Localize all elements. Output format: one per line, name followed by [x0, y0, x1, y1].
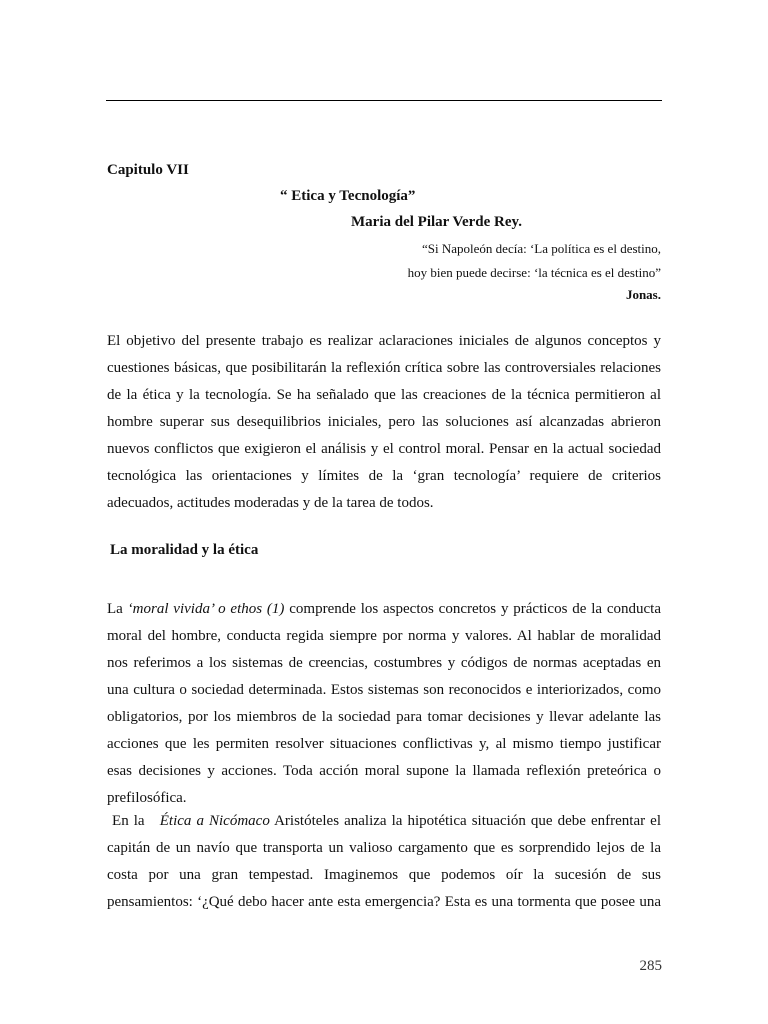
paragraph-line: esas decisiones y acciones. Toda acción moral supone la llamada reflexión preteórica o [107, 763, 661, 779]
line-suffix: comprende los aspectos concretos y prácticos de la conducta [284, 601, 661, 617]
line-suffix: Aristóteles analiza la hipotética situación que debe enfrentar el [269, 813, 661, 829]
header-rule [106, 100, 662, 101]
line-prefix: En la [107, 813, 160, 829]
paragraph-line: una cultura o sociedad determinada. Estos sistemas son reconocidos e interiorizados, como [107, 682, 661, 698]
paragraph-line: obligatorios, por los miembros de la sociedad para tomar decisiones y llevar adelante las [107, 709, 661, 725]
line-prefix: La [107, 601, 128, 617]
paragraph-line: prefilosófica. [107, 790, 187, 806]
paragraph-line: capitán de un navío que transporta un valioso cargamento que es sorprendido lejos de la [107, 840, 661, 856]
aristotle-paragraph [107, 808, 661, 916]
paragraph-line [107, 596, 661, 623]
epigraph-line-1: “Si Napoleón decía: ‘La política es el destino, [422, 241, 661, 256]
paragraph-line: El objetivo del presente trabajo es realizar aclaraciones iniciales de algunos conceptos y [107, 333, 661, 349]
epigraph-attribution: Jonas. [625, 287, 661, 302]
paragraph-line: acciones que les permiten resolver situaciones conflictivas y, al mismo tiempo justificar [107, 736, 661, 752]
paragraph-line [107, 808, 661, 835]
paragraph-line: tecnológica las orientaciones y límites de la ‘gran tecnología’ requiere de criterios [107, 468, 661, 484]
paragraph-line: cuestiones básicas, que posibilitarán la reflexión crítica sobre las controversiales relaciones [107, 360, 661, 376]
paragraph-line: adecuados, actitudes moderadas y de la tarea de todos. [107, 495, 434, 511]
paragraph-line: pensamientos: ‘¿Qué debo hacer ante esta emergencia? Esta es una tormenta que posee una [107, 894, 661, 910]
paragraph-line: nos referimos a los sistemas de creencias, costumbres y códigos de normas aceptadas en [107, 655, 661, 671]
paragraph-line: costa por una gran tempestad. Imaginemos que podemos oír la sucesión de sus [107, 867, 661, 883]
paragraph-line: moral del hombre, conducta regida siempre por norma y valores. Al hablar de moralidad [107, 628, 661, 644]
section-heading: La moralidad y la ética [110, 542, 259, 558]
intro-paragraph [107, 328, 661, 517]
paragraph-line: nuevos conflictos que exigieron el análisis y el control moral. Pensar en la actual sociedad [107, 441, 661, 457]
italic-title: Ética a Nicómaco [159, 813, 270, 829]
paragraph-line: de la ética y la tecnología. Se ha señalado que las creaciones de la técnica permitieron al [107, 387, 661, 403]
author-name: Maria del Pilar Verde Rey. [351, 214, 522, 230]
italic-term: ‘moral vivida’ o ethos (1) [127, 601, 285, 617]
chapter-label: Capitulo VII [107, 162, 189, 178]
page-number: 285 [639, 958, 662, 974]
moral-paragraph [107, 596, 661, 812]
epigraph-line-2: hoy bien puede decirse: ‘la técnica es el destino” [407, 265, 661, 280]
paragraph-line: hombre superar sus desequilibrios iniciales, pero las soluciones así alcanzadas abrieron [107, 414, 661, 430]
chapter-title: “ Etica y Tecnología” [280, 188, 416, 204]
